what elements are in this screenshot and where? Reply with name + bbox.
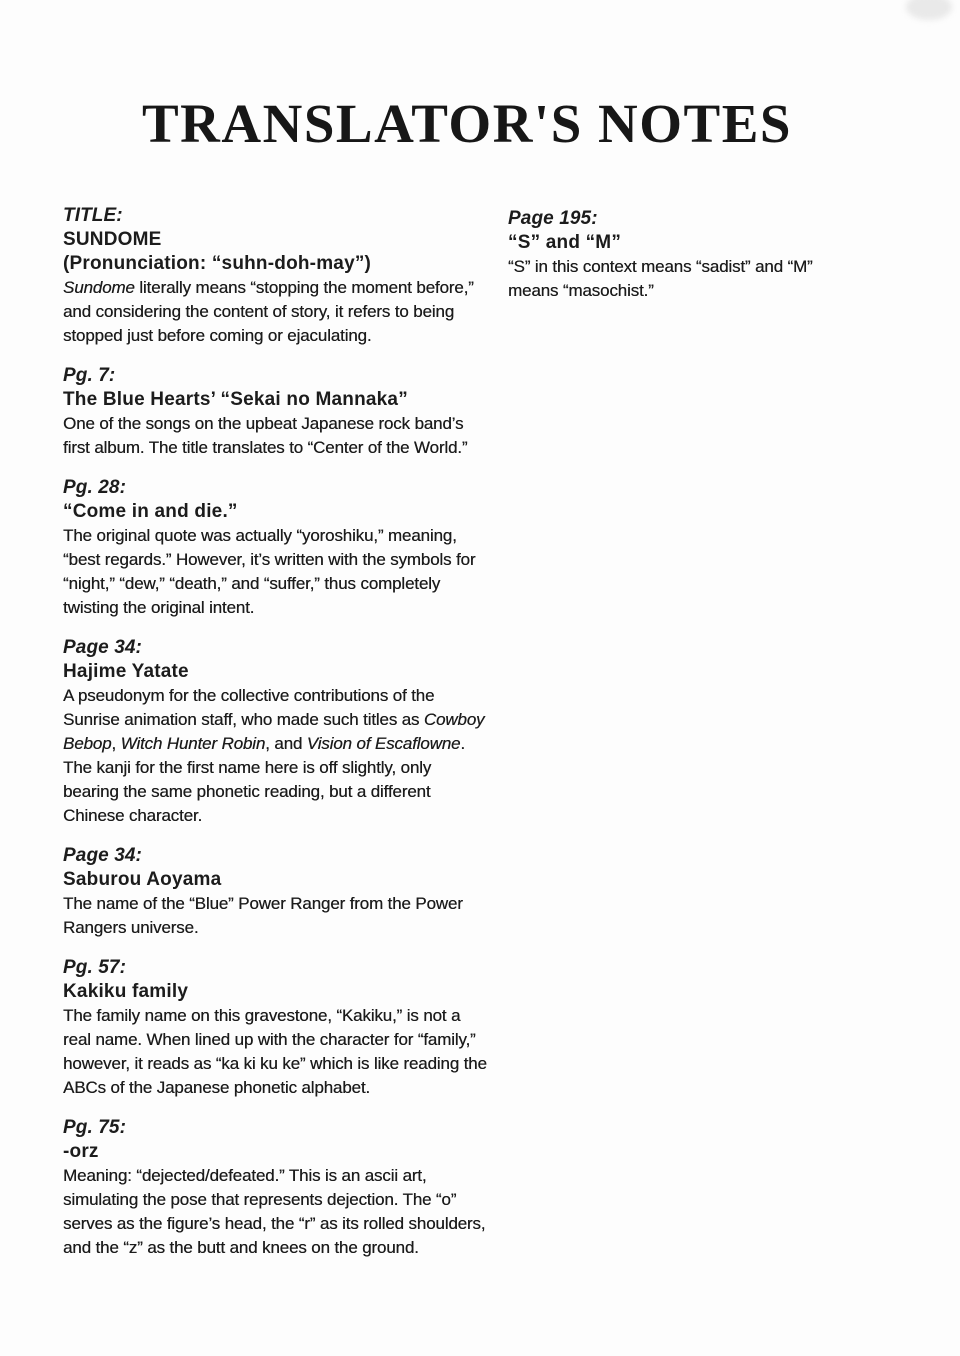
note-body-segment: literally means “stopping the moment before,” and considering the content of story, it refers to being stopped just before coming or ejaculating. [63, 278, 474, 345]
note-body-segment: A pseudonym for the collective contributions of the Sunrise animation staff, who made such titles as [63, 686, 435, 729]
note-page-label: Page 195: [508, 208, 598, 229]
note-body-segment: The name of the “Blue” Power Ranger from the Power Rangers universe. [63, 894, 463, 937]
scan-artifact-smudge [906, 0, 952, 20]
note-body [63, 524, 489, 620]
note-heading: “Come in and die.” [63, 501, 238, 522]
note-body [63, 684, 489, 828]
note-body-segment: , [111, 734, 121, 753]
note-section-title-sundome [63, 204, 489, 348]
note-body [63, 1004, 489, 1100]
note-page-label: TITLE: [63, 205, 123, 226]
note-heading-pronunciation: (Pronunciation: “suhn-doh-may”) [63, 253, 372, 274]
note-section-pg28 [63, 476, 489, 620]
note-section-pg7 [63, 364, 489, 460]
note-body-segment: One of the songs on the upbeat Japanese rock band’s first album. The title translates to “Center of the World.” [63, 414, 468, 457]
right-column [508, 207, 848, 319]
note-body [63, 892, 489, 940]
note-heading: “S” and “M” [508, 232, 622, 253]
note-body-segment-title: Vision of Escaflowne [306, 734, 461, 753]
note-body-segment-title: Witch Hunter Robin [120, 734, 266, 753]
note-section-pg75 [63, 1116, 489, 1260]
note-body-segment: . The kanji for the first name here is off slightly, only bearing the same phonetic reading, but a different Chinese character. [63, 734, 465, 825]
note-body-segment: The family name on this gravestone, “Kakiku,” is not a real name. When lined up with the character for “family,” however, it reads as “ka ki ku ke” which is like reading the ABCs of the Japanese phonetic alphabet. [63, 1006, 487, 1097]
note-section-page34-hajime [63, 636, 489, 828]
note-heading: -orz [63, 1141, 99, 1162]
note-heading: Saburou Aoyama [63, 869, 222, 890]
note-page-label: Page 34: [63, 637, 142, 658]
note-page-label: Page 34: [63, 845, 142, 866]
note-page-label: Pg. 7: [63, 365, 116, 386]
note-body [508, 255, 848, 303]
note-body [63, 412, 489, 460]
note-body-segment-title: Cowboy Bebop [63, 710, 485, 753]
left-column [63, 204, 489, 1276]
note-body [63, 276, 489, 348]
note-body-segment: Sundome [63, 278, 135, 297]
note-heading: Hajime Yatate [63, 661, 189, 682]
note-page-label: Pg. 28: [63, 477, 126, 498]
note-section-pg57 [63, 956, 489, 1100]
note-heading: SUNDOME [63, 229, 162, 250]
page-title: TRANSLATOR'S NOTES [141, 93, 793, 154]
note-heading: The Blue Hearts’ “Sekai no Mannaka” [63, 389, 408, 410]
note-page-label: Pg. 57: [63, 957, 126, 978]
note-body [63, 1164, 489, 1260]
note-body-segment: The original quote was actually “yoroshiku,” meaning, “best regards.” However, it’s written with the symbols for “night,” “dew,” “death,” and “suffer,” thus completely twisting the original intent. [63, 526, 476, 617]
note-body-segment: “S” in this context means “sadist” and “M” means “masochist.” [508, 257, 813, 300]
note-heading: Kakiku family [63, 981, 189, 1002]
note-page-label: Pg. 75: [63, 1117, 126, 1138]
note-section-page195 [508, 207, 848, 303]
note-body-segment: , and [265, 734, 307, 753]
note-section-page34-saburou [63, 844, 489, 940]
note-body-segment: Meaning: “dejected/defeated.” This is an ascii art, simulating the pose that represents dejection. The “o” serves as the figure’s head, the “r” as its rolled shoulders, and the “z” as the butt and knees on the ground. [63, 1166, 486, 1257]
